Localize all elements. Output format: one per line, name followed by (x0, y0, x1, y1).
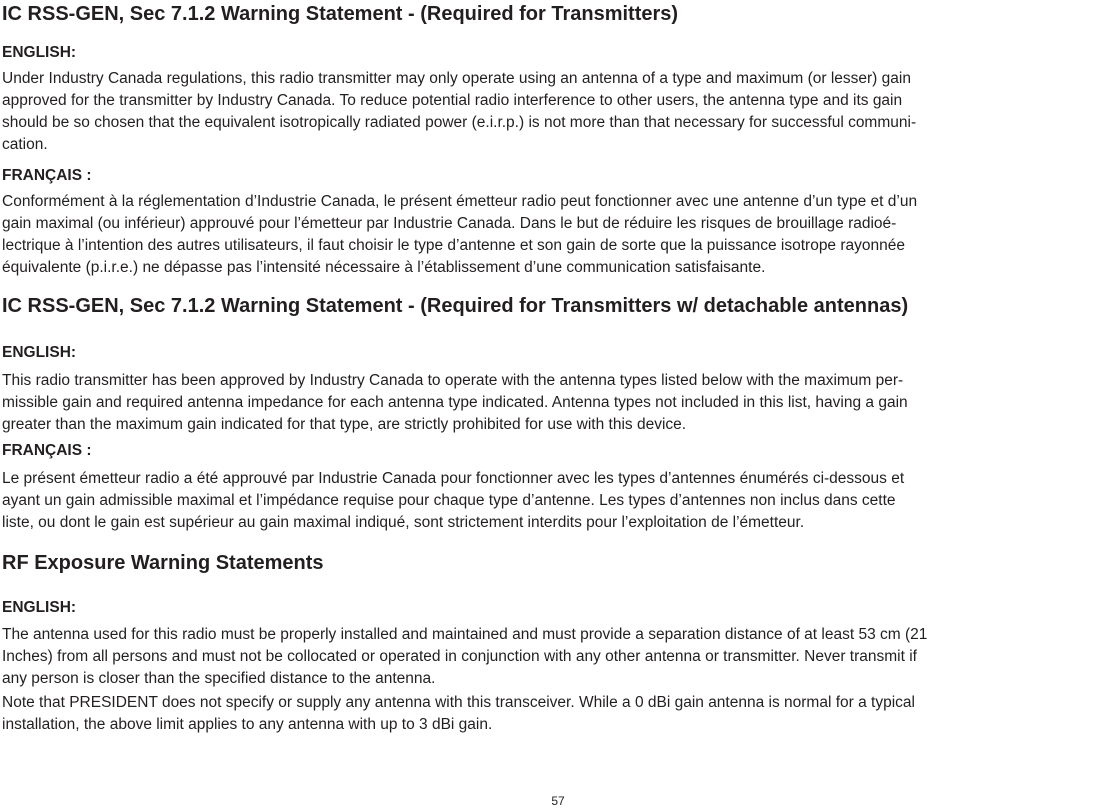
text-line: Inches) from all persons and must not be collocated or operated in conjunction with any other antenna or transmitter. Never transmit if (2, 648, 917, 665)
text-line: Note that PRESIDENT does not specify or supply any antenna with this transceiver. While a 0 dBi gain antenna is normal for a typical (2, 694, 915, 711)
english-label: ENGLISH: (2, 44, 77, 61)
text-line: Under Industry Canada regulations, this radio transmitter may only operate using an antenna of a type and maximum (or lesser) gain (2, 70, 911, 87)
text-line: approved for the transmitter by Industry Canada. To reduce potential radio interference to other users, the antenna type and its gain (2, 92, 903, 109)
english-label: ENGLISH: (2, 344, 77, 361)
text-line: installation, the above limit applies to any antenna with up to 3 dBi gain. (2, 716, 493, 733)
french-label: FRANÇAIS : (2, 167, 92, 184)
text-line: gain maximal (ou inférieur) approuvé pour l’émetteur par Industrie Canada. Dans le but de réduire les risques de brouillage radioé- (2, 215, 897, 232)
text-line: should be so chosen that the equivalent isotropically radiated power (e.i.r.p.) is not more than that necessary for successful communi- (2, 114, 917, 131)
french-label: FRANÇAIS : (2, 442, 92, 459)
english-paragraph (2, 68, 916, 156)
french-paragraph (2, 191, 917, 279)
text-line: greater than the maximum gain indicated for that type, are strictly prohibited for use with this device. (2, 416, 687, 433)
text-line: This radio transmitter has been approved by Industry Canada to operate with the antenna types listed below with the maximum per- (2, 372, 904, 389)
english-label: ENGLISH: (2, 599, 77, 616)
page-number: 57 (551, 794, 565, 808)
text-line: lectrique à l’intention des autres utilisateurs, il faut choisir le type d’antenne et son gain de sorte que la puissance isotrope rayonnée (2, 237, 905, 254)
text-line: liste, ou dont le gain est supérieur au gain maximal indiqué, sont strictement interdits pour l’exploitation de l’émetteur. (2, 514, 805, 531)
text-line: any person is closer than the specified distance to the antenna. (2, 670, 436, 687)
english-paragraph (2, 624, 927, 690)
french-paragraph (2, 468, 904, 534)
section-title-detachable-antennas: IC RSS-GEN, Sec 7.1.2 Warning Statement - (Required for Transmitters w/ detachable antennas) (2, 295, 909, 317)
section-title-rf-exposure: RF Exposure Warning Statements (2, 552, 324, 574)
text-line: missible gain and required antenna impedance for each antenna type indicated. Antenna types not included in this list, having a gain (2, 394, 908, 411)
english-paragraph (2, 370, 908, 436)
text-line: The antenna used for this radio must be properly installed and maintained and must provide a separation distance of at least 53 cm (21 (2, 626, 928, 643)
text-line: Le présent émetteur radio a été approuvé par Industrie Canada pour fonctionner avec les types d’antennes énumérés ci-dessous et (2, 470, 905, 487)
note-paragraph (2, 692, 915, 736)
text-line: ayant un gain admissible maximal et l’impédance requise pour chaque type d’antenne. Les types d’antennes non inclus dans cette (2, 492, 896, 509)
text-line: équivalente (p.i.r.e.) ne dépasse pas l’intensité nécessaire à l’établissement d’une communication satisfaisante. (2, 259, 766, 276)
text-line: cation. (2, 136, 48, 153)
text-line: Conformément à la réglementation d’Industrie Canada, le présent émetteur radio peut fonctionner avec une antenne d’un type et d’un (2, 193, 918, 210)
section-title-transmitters: IC RSS-GEN, Sec 7.1.2 Warning Statement - (Required for Transmitters) (2, 3, 679, 25)
